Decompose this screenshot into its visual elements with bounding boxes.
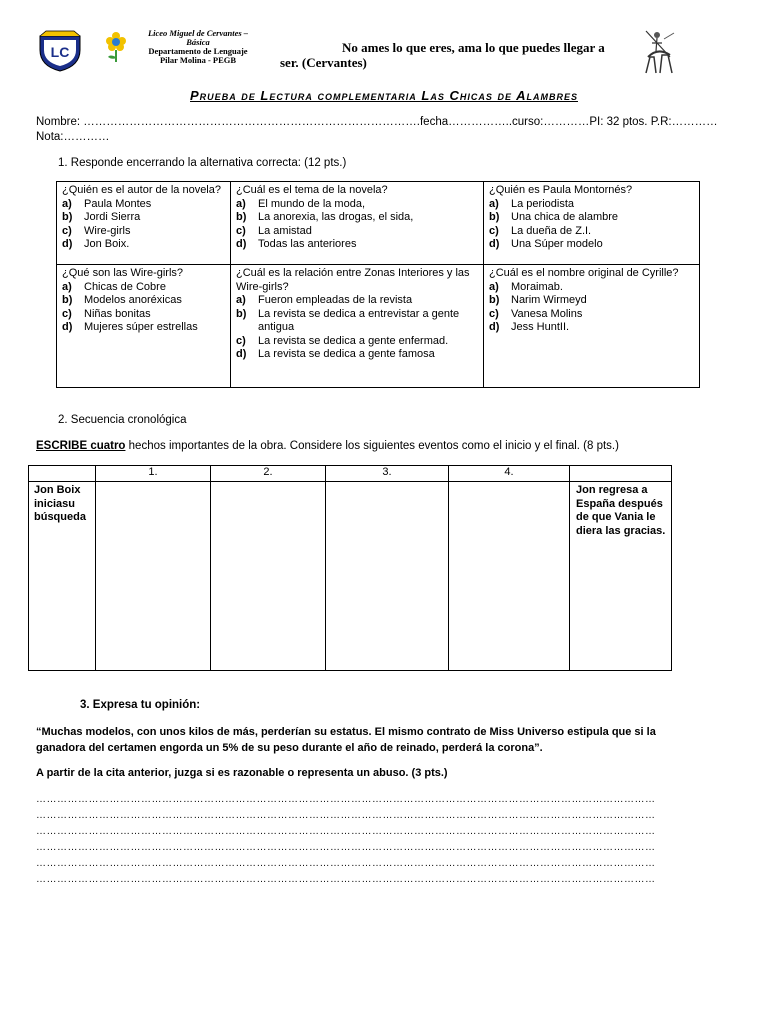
svg-text:LC: LC <box>50 44 70 60</box>
option[interactable]: d) Mujeres súper estrellas <box>62 321 198 333</box>
option[interactable]: c) Wire-girls <box>62 224 131 237</box>
multiple-choice-table <box>56 181 700 388</box>
question-cell <box>231 182 484 265</box>
answer-line[interactable]: …………………………………………………………………………………………………………………………………………………………… <box>36 875 656 885</box>
sequence-table <box>28 465 672 671</box>
option[interactable]: b) Narim Wirmeyd <box>489 294 587 306</box>
column-header: 1. <box>96 466 211 482</box>
section2-instructions: ESCRIBE cuatro hechos importantes de la obra. Considere los siguientes eventos como el inicio y el final. (8 pts.) <box>36 440 619 452</box>
question-text: ¿Cuál es la relación entre Zonas Interiores y las Wire-girls? <box>236 267 470 293</box>
option[interactable]: b) Jordi Sierra <box>62 211 141 223</box>
option[interactable]: d) Jess HuntII. <box>489 321 570 333</box>
option[interactable]: c) La amistad <box>236 224 312 237</box>
option[interactable]: b) Una chica de alambre <box>489 211 619 223</box>
event-answer-box[interactable] <box>96 482 211 671</box>
option[interactable]: c) Vanesa Molins <box>489 307 583 320</box>
section3-heading: 3. Expresa tu opinión: <box>80 699 201 711</box>
question-text: ¿Cuál es el nombre original de Cyrille? <box>489 267 679 279</box>
opinion-prompt: A partir de la cita anterior, juzga si es razonable o representa un abuso. (3 pts.) <box>36 767 448 779</box>
option[interactable]: a) Paula Montes <box>62 197 152 210</box>
section2-heading: 2. Secuencia cronológica <box>58 414 187 426</box>
answer-line[interactable]: …………………………………………………………………………………………………………………………………………………………… <box>36 859 656 869</box>
start-event: Jon Boix iniciasu búsqueda <box>29 482 96 671</box>
question-text: ¿Quién es el autor de la novela? <box>62 184 221 196</box>
question-text: ¿Quién es Paula Montornés? <box>489 184 633 196</box>
option[interactable]: d) Una Súper modelo <box>489 238 603 250</box>
cervantes-quote: No ames lo que eres, ama lo que puedes llegar a ser. (Cervantes) <box>280 40 605 70</box>
question-text: ¿Cuál es el tema de la novela? <box>236 184 388 196</box>
header-blank-cell <box>29 466 96 482</box>
answer-line[interactable]: …………………………………………………………………………………………………………………………………………………………… <box>36 843 656 853</box>
column-header: 3. <box>326 466 449 482</box>
question-cell <box>57 182 231 265</box>
option[interactable]: a) Fueron empleadas de la revista <box>236 294 413 306</box>
option[interactable]: d) Jon Boix. <box>62 238 130 250</box>
option[interactable]: d) La revista se dedica a gente famosa <box>236 348 435 360</box>
option[interactable]: c) Niñas bonitas <box>62 307 151 320</box>
page-title: Prueba de Lectura complementaria Las Chicas de Alambres <box>190 88 578 103</box>
answer-line[interactable]: …………………………………………………………………………………………………………………………………………………………… <box>36 827 656 837</box>
flower-logo <box>104 30 128 64</box>
option[interactable]: a) El mundo de la moda, <box>236 197 366 210</box>
answer-line[interactable]: …………………………………………………………………………………………………………………………………………………………… <box>36 811 656 821</box>
section1-heading: 1. Responde encerrando la alternativa correcta: (12 pts.) <box>58 157 347 169</box>
event-answer-box[interactable] <box>326 482 449 671</box>
don-quijote-illustration <box>640 27 678 75</box>
option[interactable]: c) La revista se dedica a gente enfermad. <box>236 334 449 347</box>
option[interactable]: b) La anorexia, las drogas, el sida, <box>236 211 414 223</box>
question-cell <box>484 182 700 265</box>
grade-line[interactable]: Nota:………… <box>36 131 110 143</box>
option[interactable]: a) La periodista <box>489 197 574 210</box>
option[interactable]: c) La dueña de Z.I. <box>489 224 592 237</box>
student-info-line[interactable]: Nombre: …………………………………………………………………………….fecha……………..curso:…………PI: 32 ptos. P.R:………… <box>36 116 718 128</box>
school-logo <box>36 30 84 72</box>
header-blank-cell <box>570 466 672 482</box>
option[interactable]: b) Modelos anoréxicas <box>62 294 182 306</box>
event-answer-box[interactable] <box>211 482 326 671</box>
option[interactable]: d) Todas las anteriores <box>236 238 357 250</box>
school-name: Liceo Miguel de Cervantes – Básica Departamento de Lenguaje Pilar Molina - PEGB <box>147 28 249 65</box>
column-header: 4. <box>449 466 570 482</box>
answer-line[interactable]: …………………………………………………………………………………………………………………………………………………………… <box>36 795 656 805</box>
option[interactable]: b) La revista se dedica a entrevistar a gente antigua <box>236 307 460 333</box>
opinion-quote: “Muchas modelos, con unos kilos de más, perderían su estatus. El mismo contrato de Miss Universo estipula que si la ganadora del certamen engorda un 5% de su peso durante el año de reinado, perderá la corona”. <box>36 726 656 754</box>
option[interactable]: a) Chicas de Cobre <box>62 280 166 293</box>
question-cell <box>231 265 484 388</box>
question-cell <box>484 265 700 388</box>
option[interactable]: a) Moraimab. <box>489 280 563 293</box>
question-text: ¿Qué son las Wire-girls? <box>62 267 184 279</box>
event-answer-box[interactable] <box>449 482 570 671</box>
end-event: Jon regresa a España después de que Vania le diera las gracias. <box>570 482 672 671</box>
column-header: 2. <box>211 466 326 482</box>
question-cell <box>57 265 231 388</box>
